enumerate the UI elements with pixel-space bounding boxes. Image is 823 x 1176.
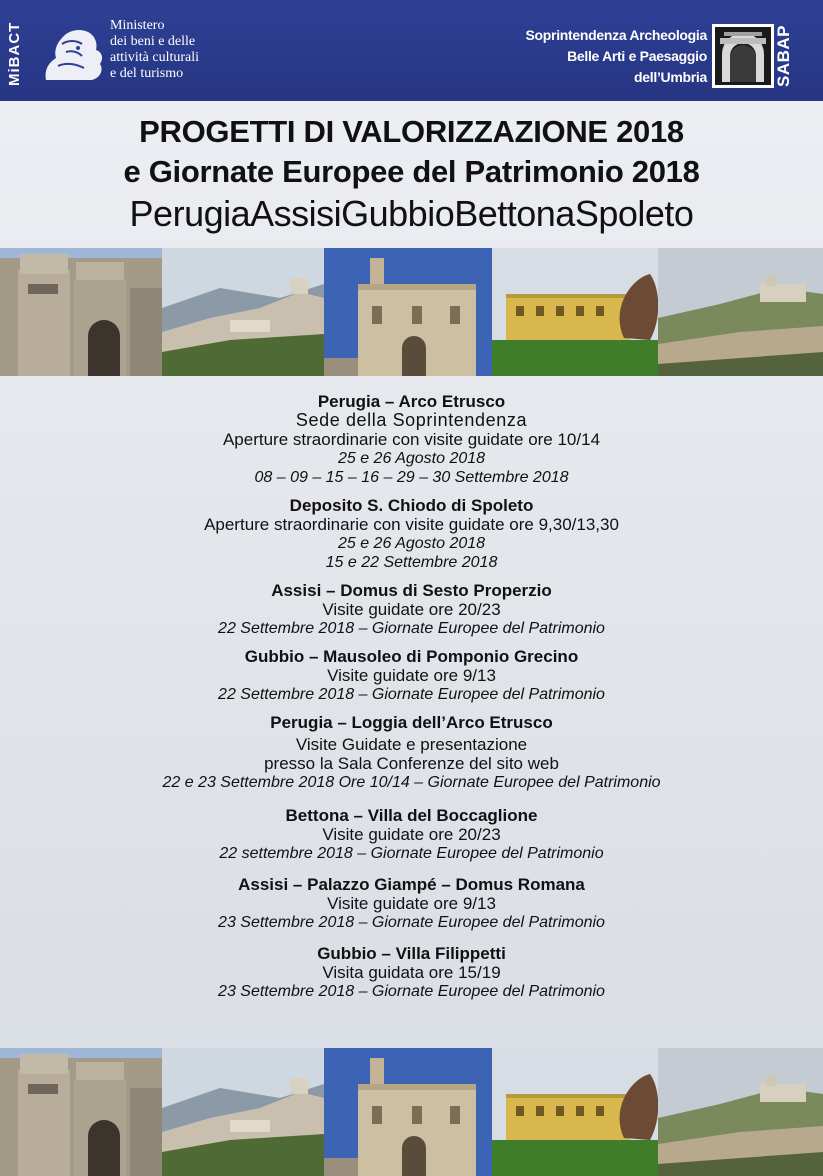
event-title: Gubbio – Villa Filippetti <box>317 944 506 963</box>
event-line: Visite guidate ore 9/13 <box>327 894 496 913</box>
event-date: 22 Settembre 2018 – Giornate Europee del Patrimonio <box>218 620 605 637</box>
event-date: 23 Settembre 2018 – Giornate Europee del Patrimonio <box>218 983 605 1000</box>
event-line: Visite Guidate e presentazione <box>295 735 528 754</box>
hill-town-photo <box>162 1048 324 1176</box>
arch-photo <box>0 248 162 376</box>
events-list <box>0 392 823 1010</box>
event-date: 15 e 22 Settembre 2018 <box>325 554 498 571</box>
photo-strip-bottom <box>0 1048 823 1176</box>
event-line: Visita guidata ore 15/19 <box>322 963 501 982</box>
event-assisi-domus <box>0 581 823 638</box>
photo-strip-top <box>0 248 823 376</box>
soprintendenza-text <box>467 25 707 88</box>
event-date: 22 settembre 2018 – Giornate Europee del Patrimonio <box>219 845 604 862</box>
poster-title <box>0 112 823 236</box>
soprintendenza-line-3: dell’Umbria <box>634 69 707 85</box>
event-date: 23 Settembre 2018 – Giornate Europee del Patrimonio <box>218 914 605 931</box>
soprintendenza-line-2: Belle Arti e Paesaggio <box>567 48 707 64</box>
event-line: presso la Sala Conferenze del sito web <box>264 754 559 773</box>
title-cities: PerugiaAssisiGubbioBettonaSpoleto <box>129 193 694 234</box>
event-perugia-arco <box>0 392 823 487</box>
event-title: Perugia – Loggia dell’Arco Etrusco <box>270 713 553 732</box>
palace-photo <box>324 248 492 376</box>
sabap-arch-logo-icon <box>712 24 774 88</box>
sabap-label: SABAP <box>774 25 793 88</box>
ministero-line-2: dei beni e delle <box>110 34 196 49</box>
event-date: 08 – 09 – 15 – 16 – 29 – 30 Settembre 2018 <box>254 469 569 486</box>
fortress-photo <box>658 1048 823 1176</box>
event-bettona-villa <box>0 806 823 863</box>
mibact-bust-logo-icon <box>36 22 108 88</box>
event-title: Assisi – Palazzo Giampé – Domus Romana <box>238 875 585 894</box>
event-title: Perugia – Arco Etrusco <box>317 392 506 411</box>
event-title: Gubbio – Mausoleo di Pomponio Grecino <box>244 647 579 666</box>
event-perugia-loggia <box>0 713 823 792</box>
event-title: Deposito S. Chiodo di Spoleto <box>289 496 534 515</box>
soprintendenza-line-1: Soprintendenza Archeologia <box>525 27 707 43</box>
event-line: Aperture straordinarie con visite guidate ore 10/14 <box>222 430 601 449</box>
event-date: 22 Settembre 2018 – Giornate Europee del Patrimonio <box>218 686 605 703</box>
ministero-text <box>110 18 280 82</box>
ministero-line-1: Ministero <box>110 18 165 33</box>
photo-strip-top-graphic <box>0 248 823 376</box>
event-title: Bettona – Villa del Boccaglione <box>285 806 538 825</box>
hill-town-photo <box>162 248 324 376</box>
title-line-2: e Giornate Europee del Patrimonio 2018 <box>123 154 700 189</box>
event-line: Sede della Soprintendenza <box>295 410 528 430</box>
event-title: Assisi – Domus di Sesto Properzio <box>271 581 552 600</box>
event-date: 25 e 26 Agosto 2018 <box>337 450 486 467</box>
arch-photo <box>0 1048 162 1176</box>
palace-photo <box>324 1048 492 1176</box>
event-line: Aperture straordinarie con visite guidate ore 9,30/13,30 <box>204 515 619 534</box>
mibact-label: MiBACT <box>6 21 23 87</box>
event-assisi-palazzo <box>0 875 823 932</box>
event-date: 25 e 26 Agosto 2018 <box>337 535 486 552</box>
villa-photo <box>492 1048 658 1176</box>
fortress-photo <box>658 248 823 376</box>
title-line-1: PROGETTI DI VALORIZZAZIONE 2018 <box>139 114 684 149</box>
event-line: Visite guidate ore 9/13 <box>327 666 496 685</box>
event-gubbio-mausoleo <box>0 647 823 704</box>
photo-strip-bottom-graphic <box>0 1048 823 1176</box>
event-spoleto-deposito <box>0 496 823 572</box>
event-line: Visite guidate ore 20/23 <box>322 825 501 844</box>
event-gubbio-villa <box>0 944 823 1001</box>
event-date: 22 e 23 Settembre 2018 Ore 10/14 – Giornate Europee del Patrimonio <box>162 774 661 791</box>
ministero-line-3: attività culturali <box>110 50 200 65</box>
villa-photo <box>492 248 658 376</box>
event-line: Visite guidate ore 20/23 <box>322 600 501 619</box>
ministero-line-4: e del turismo <box>110 66 184 81</box>
header-bar <box>0 0 823 101</box>
